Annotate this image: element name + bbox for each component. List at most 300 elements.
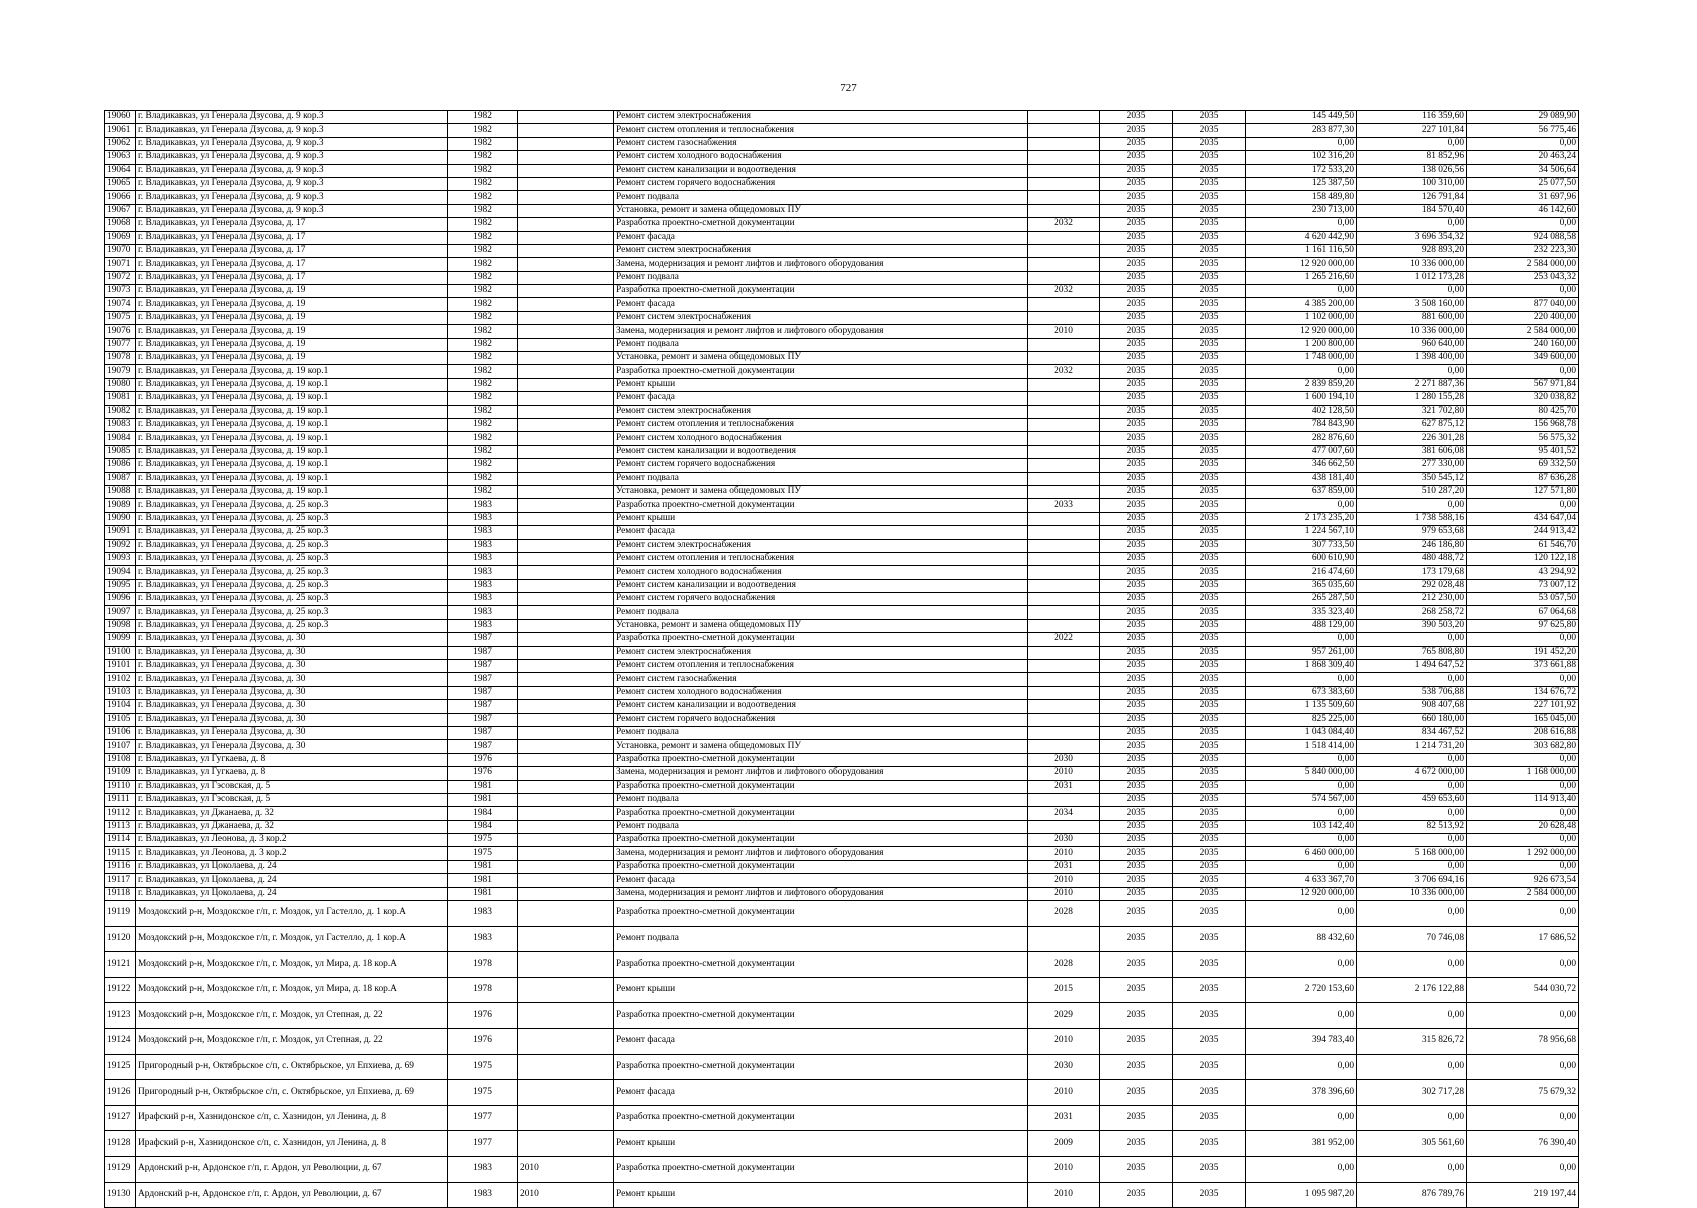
plan-year-end: 2035 [1173, 619, 1246, 632]
total-cost: 307 733,50 [1246, 539, 1357, 552]
plan-year-start: 2035 [1100, 579, 1173, 592]
build-year: 1983 [448, 512, 518, 525]
plan-year-end: 2035 [1173, 847, 1246, 860]
total-cost: 0,00 [1246, 1054, 1357, 1080]
table-row [105, 740, 1579, 753]
last-repair-year [1028, 646, 1100, 659]
last-repair-year: 2028 [1028, 952, 1100, 978]
fund-cost: 315 826,72 [1357, 1029, 1467, 1055]
extra-year [518, 1131, 614, 1157]
address: г. Владикавказ, ул Генерала Дзусова, д. 19 кор.1 [136, 405, 448, 418]
fund-cost: 765 808,80 [1357, 646, 1467, 659]
plan-year-end: 2035 [1173, 753, 1246, 766]
table-row [105, 111, 1579, 124]
fund-cost: 459 653,60 [1357, 793, 1467, 806]
build-year: 1982 [448, 418, 518, 431]
total-cost: 12 920 000,00 [1246, 258, 1357, 271]
total-cost: 158 489,80 [1246, 191, 1357, 204]
plan-year-end: 2035 [1173, 566, 1246, 579]
owner-cost: 219 197,44 [1467, 1182, 1579, 1208]
build-year: 1982 [448, 231, 518, 244]
extra-year [518, 926, 614, 952]
total-cost: 0,00 [1246, 633, 1357, 646]
plan-year-end: 2035 [1173, 700, 1246, 713]
extra-year [518, 418, 614, 431]
table-row [105, 633, 1579, 646]
extra-year [518, 847, 614, 860]
last-repair-year [1028, 137, 1100, 150]
row-number: 19113 [105, 820, 136, 833]
row-number: 19126 [105, 1080, 136, 1106]
extra-year: 2010 [518, 1182, 614, 1208]
address: г. Владикавказ, ул Генерала Дзусова, д. 19 кор.1 [136, 378, 448, 391]
row-number: 19063 [105, 151, 136, 164]
plan-year-start: 2035 [1100, 1003, 1173, 1029]
owner-cost: 95 401,52 [1467, 445, 1579, 458]
row-number: 19125 [105, 1054, 136, 1080]
address: г. Владикавказ, ул Генерала Дзусова, д. 19 кор.1 [136, 365, 448, 378]
owner-cost: 29 089,90 [1467, 111, 1579, 124]
table-row [105, 1029, 1579, 1055]
fund-cost: 0,00 [1357, 218, 1467, 231]
fund-cost: 116 359,60 [1357, 111, 1467, 124]
last-repair-year [1028, 124, 1100, 137]
fund-cost: 510 287,20 [1357, 485, 1467, 498]
row-number: 19081 [105, 392, 136, 405]
build-year: 1981 [448, 860, 518, 873]
table-row [105, 512, 1579, 525]
plan-year-end: 2035 [1173, 177, 1246, 190]
owner-cost: 0,00 [1467, 137, 1579, 150]
last-repair-year [1028, 151, 1100, 164]
fund-cost: 100 310,00 [1357, 177, 1467, 190]
owner-cost: 0,00 [1467, 753, 1579, 766]
row-number: 19076 [105, 325, 136, 338]
total-cost: 0,00 [1246, 1003, 1357, 1029]
extra-year [518, 485, 614, 498]
fund-cost: 0,00 [1357, 952, 1467, 978]
fund-cost: 1 398 400,00 [1357, 352, 1467, 365]
table-row [105, 485, 1579, 498]
fund-cost: 126 791,84 [1357, 191, 1467, 204]
last-repair-year: 2010 [1028, 1182, 1100, 1208]
owner-cost: 20 463,24 [1467, 151, 1579, 164]
address: г. Владикавказ, ул Генерала Дзусова, д. 30 [136, 700, 448, 713]
extra-year [518, 874, 614, 887]
plan-year-start: 2035 [1100, 887, 1173, 900]
plan-year-end: 2035 [1173, 952, 1246, 978]
plan-year-end: 2035 [1173, 271, 1246, 284]
plan-year-start: 2035 [1100, 231, 1173, 244]
work-type: Ремонт крыши [614, 378, 1028, 391]
address: г. Владикавказ, ул Генерала Дзусова, д. 9 кор.3 [136, 204, 448, 217]
table-row [105, 566, 1579, 579]
total-cost: 4 620 442,90 [1246, 231, 1357, 244]
fund-cost: 390 503,20 [1357, 619, 1467, 632]
owner-cost: 1 292 000,00 [1467, 847, 1579, 860]
last-repair-year [1028, 619, 1100, 632]
extra-year [518, 244, 614, 257]
table-row [105, 606, 1579, 619]
plan-year-start: 2035 [1100, 1080, 1173, 1106]
extra-year [518, 780, 614, 793]
last-repair-year [1028, 606, 1100, 619]
build-year: 1987 [448, 726, 518, 739]
table-row [105, 218, 1579, 231]
fund-cost: 0,00 [1357, 807, 1467, 820]
plan-year-start: 2035 [1100, 952, 1173, 978]
owner-cost: 127 571,80 [1467, 485, 1579, 498]
last-repair-year: 2030 [1028, 1054, 1100, 1080]
address: г. Владикавказ, ул Генерала Дзусова, д. 19 [136, 311, 448, 324]
extra-year [518, 204, 614, 217]
owner-cost: 544 030,72 [1467, 977, 1579, 1003]
total-cost: 0,00 [1246, 499, 1357, 512]
plan-year-start: 2035 [1100, 1105, 1173, 1131]
plan-year-end: 2035 [1173, 445, 1246, 458]
address: г. Владикавказ, ул Генерала Дзусова, д. 30 [136, 660, 448, 673]
extra-year [518, 901, 614, 927]
total-cost: 0,00 [1246, 807, 1357, 820]
plan-year-end: 2035 [1173, 1156, 1246, 1182]
plan-year-end: 2035 [1173, 740, 1246, 753]
fund-cost: 0,00 [1357, 834, 1467, 847]
total-cost: 4 633 367,70 [1246, 874, 1357, 887]
last-repair-year [1028, 552, 1100, 565]
last-repair-year [1028, 191, 1100, 204]
plan-year-start: 2035 [1100, 244, 1173, 257]
fund-cost: 227 101,84 [1357, 124, 1467, 137]
row-number: 19097 [105, 606, 136, 619]
work-type: Ремонт систем горячего водоснабжения [614, 713, 1028, 726]
total-cost: 230 713,00 [1246, 204, 1357, 217]
work-type: Разработка проектно-сметной документации [614, 499, 1028, 512]
address: Моздокский р-н, Моздокское г/п, г. Моздок, ул Гастелло, д. 1 кор.А [136, 901, 448, 927]
plan-year-start: 2035 [1100, 111, 1173, 124]
total-cost: 402 128,50 [1246, 405, 1357, 418]
plan-year-start: 2035 [1100, 807, 1173, 820]
owner-cost: 0,00 [1467, 952, 1579, 978]
owner-cost: 320 038,82 [1467, 392, 1579, 405]
plan-year-end: 2035 [1173, 472, 1246, 485]
extra-year [518, 298, 614, 311]
owner-cost: 2 584 000,00 [1467, 258, 1579, 271]
plan-year-end: 2035 [1173, 137, 1246, 150]
fund-cost: 302 717,28 [1357, 1080, 1467, 1106]
fund-cost: 2 176 122,88 [1357, 977, 1467, 1003]
row-number: 19065 [105, 177, 136, 190]
owner-cost: 1 168 000,00 [1467, 767, 1579, 780]
plan-year-start: 2035 [1100, 619, 1173, 632]
fund-cost: 5 168 000,00 [1357, 847, 1467, 860]
total-cost: 957 261,00 [1246, 646, 1357, 659]
plan-year-end: 2035 [1173, 512, 1246, 525]
fund-cost: 0,00 [1357, 1105, 1467, 1131]
build-year: 1975 [448, 847, 518, 860]
table-row [105, 926, 1579, 952]
capital-repair-table [104, 110, 1579, 1208]
table-row [105, 700, 1579, 713]
plan-year-start: 2035 [1100, 847, 1173, 860]
build-year: 1983 [448, 499, 518, 512]
plan-year-end: 2035 [1173, 887, 1246, 900]
total-cost: 283 877,30 [1246, 124, 1357, 137]
address: г. Владикавказ, ул Генерала Дзусова, д. 25 кор.3 [136, 606, 448, 619]
total-cost: 1 518 414,00 [1246, 740, 1357, 753]
row-number: 19069 [105, 231, 136, 244]
address: г. Владикавказ, ул Гугкаева, д. 8 [136, 753, 448, 766]
work-type: Замена, модернизация и ремонт лифтов и лифтового оборудования [614, 325, 1028, 338]
extra-year [518, 552, 614, 565]
address: г. Владикавказ, ул Генерала Дзусова, д. 19 кор.1 [136, 459, 448, 472]
fund-cost: 3 508 160,00 [1357, 298, 1467, 311]
row-number: 19101 [105, 660, 136, 673]
table-row [105, 499, 1579, 512]
extra-year [518, 325, 614, 338]
extra-year [518, 137, 614, 150]
work-type: Ремонт систем холодного водоснабжения [614, 432, 1028, 445]
total-cost: 4 385 200,00 [1246, 298, 1357, 311]
table-row [105, 325, 1579, 338]
owner-cost: 877 040,00 [1467, 298, 1579, 311]
fund-cost: 0,00 [1357, 365, 1467, 378]
row-number: 19094 [105, 566, 136, 579]
fund-cost: 0,00 [1357, 1054, 1467, 1080]
work-type: Ремонт систем отопления и теплоснабжения [614, 552, 1028, 565]
address: г. Владикавказ, ул Генерала Дзусова, д. 9 кор.3 [136, 191, 448, 204]
row-number: 19078 [105, 352, 136, 365]
address: г. Владикавказ, ул Генерала Дзусова, д. 9 кор.3 [136, 137, 448, 150]
build-year: 1987 [448, 700, 518, 713]
row-number: 19095 [105, 579, 136, 592]
total-cost: 0,00 [1246, 365, 1357, 378]
work-type: Ремонт фасада [614, 231, 1028, 244]
plan-year-start: 2035 [1100, 566, 1173, 579]
fund-cost: 4 672 000,00 [1357, 767, 1467, 780]
table-row [105, 124, 1579, 137]
fund-cost: 960 640,00 [1357, 338, 1467, 351]
work-type: Ремонт систем холодного водоснабжения [614, 566, 1028, 579]
build-year: 1983 [448, 526, 518, 539]
owner-cost: 69 332,50 [1467, 459, 1579, 472]
row-number: 19086 [105, 459, 136, 472]
extra-year [518, 606, 614, 619]
address: г. Владикавказ, ул Леонова, д. 3 кор.2 [136, 834, 448, 847]
last-repair-year [1028, 311, 1100, 324]
last-repair-year: 2010 [1028, 767, 1100, 780]
build-year: 1982 [448, 392, 518, 405]
plan-year-end: 2035 [1173, 258, 1246, 271]
address: г. Владикавказ, ул Генерала Дзусова, д. 9 кор.3 [136, 164, 448, 177]
table-row [105, 432, 1579, 445]
row-number: 19071 [105, 258, 136, 271]
fund-cost: 305 561,60 [1357, 1131, 1467, 1157]
plan-year-start: 2035 [1100, 338, 1173, 351]
work-type: Ремонт фасада [614, 392, 1028, 405]
row-number: 19090 [105, 512, 136, 525]
extra-year [518, 472, 614, 485]
plan-year-start: 2035 [1100, 378, 1173, 391]
total-cost: 5 840 000,00 [1246, 767, 1357, 780]
row-number: 19096 [105, 593, 136, 606]
plan-year-end: 2035 [1173, 874, 1246, 887]
extra-year [518, 526, 614, 539]
build-year: 1982 [448, 271, 518, 284]
address: г. Владикавказ, ул Генерала Дзусова, д. 17 [136, 231, 448, 244]
table-row [105, 780, 1579, 793]
work-type: Разработка проектно-сметной документации [614, 1105, 1028, 1131]
address: г. Владикавказ, ул Генерала Дзусова, д. 25 кор.3 [136, 499, 448, 512]
plan-year-end: 2035 [1173, 713, 1246, 726]
build-year: 1982 [448, 151, 518, 164]
owner-cost: 0,00 [1467, 285, 1579, 298]
table-row [105, 258, 1579, 271]
work-type: Замена, модернизация и ремонт лифтов и лифтового оборудования [614, 847, 1028, 860]
table-row [105, 686, 1579, 699]
row-number: 19092 [105, 539, 136, 552]
build-year: 1983 [448, 1156, 518, 1182]
row-number: 19062 [105, 137, 136, 150]
fund-cost: 3 696 354,32 [1357, 231, 1467, 244]
build-year: 1987 [448, 686, 518, 699]
owner-cost: 156 968,78 [1467, 418, 1579, 431]
plan-year-start: 2035 [1100, 512, 1173, 525]
work-type: Ремонт подвала [614, 472, 1028, 485]
owner-cost: 0,00 [1467, 365, 1579, 378]
owner-cost: 924 088,58 [1467, 231, 1579, 244]
last-repair-year [1028, 726, 1100, 739]
plan-year-start: 2035 [1100, 164, 1173, 177]
row-number: 19111 [105, 793, 136, 806]
row-number: 19130 [105, 1182, 136, 1208]
plan-year-end: 2035 [1173, 780, 1246, 793]
build-year: 1987 [448, 713, 518, 726]
work-type: Установка, ремонт и замена общедомовых ПУ [614, 204, 1028, 217]
build-year: 1982 [448, 191, 518, 204]
extra-year [518, 191, 614, 204]
table-row [105, 1054, 1579, 1080]
owner-cost: 165 045,00 [1467, 713, 1579, 726]
fund-cost: 173 179,68 [1357, 566, 1467, 579]
plan-year-start: 2035 [1100, 526, 1173, 539]
total-cost: 394 783,40 [1246, 1029, 1357, 1055]
owner-cost: 373 661,88 [1467, 660, 1579, 673]
plan-year-start: 2035 [1100, 606, 1173, 619]
owner-cost: 0,00 [1467, 901, 1579, 927]
extra-year [518, 700, 614, 713]
plan-year-end: 2035 [1173, 726, 1246, 739]
table-row [105, 874, 1579, 887]
work-type: Ремонт подвала [614, 726, 1028, 739]
last-repair-year [1028, 673, 1100, 686]
extra-year [518, 311, 614, 324]
plan-year-end: 2035 [1173, 646, 1246, 659]
plan-year-end: 2035 [1173, 660, 1246, 673]
build-year: 1982 [448, 338, 518, 351]
row-number: 19108 [105, 753, 136, 766]
last-repair-year: 2010 [1028, 887, 1100, 900]
owner-cost: 227 101,92 [1467, 700, 1579, 713]
plan-year-end: 2035 [1173, 1054, 1246, 1080]
row-number: 19110 [105, 780, 136, 793]
plan-year-end: 2035 [1173, 606, 1246, 619]
plan-year-end: 2035 [1173, 593, 1246, 606]
last-repair-year: 2030 [1028, 834, 1100, 847]
plan-year-end: 2035 [1173, 1080, 1246, 1106]
last-repair-year [1028, 352, 1100, 365]
last-repair-year: 2034 [1028, 807, 1100, 820]
plan-year-start: 2035 [1100, 874, 1173, 887]
work-type: Ремонт систем электроснабжения [614, 244, 1028, 257]
total-cost: 12 920 000,00 [1246, 325, 1357, 338]
plan-year-end: 2035 [1173, 1131, 1246, 1157]
table-row [105, 952, 1579, 978]
plan-year-start: 2035 [1100, 820, 1173, 833]
plan-year-end: 2035 [1173, 793, 1246, 806]
build-year: 1987 [448, 673, 518, 686]
last-repair-year [1028, 271, 1100, 284]
table-row [105, 204, 1579, 217]
total-cost: 0,00 [1246, 753, 1357, 766]
owner-cost: 253 043,32 [1467, 271, 1579, 284]
total-cost: 0,00 [1246, 137, 1357, 150]
build-year: 1983 [448, 1182, 518, 1208]
last-repair-year [1028, 432, 1100, 445]
last-repair-year: 2015 [1028, 977, 1100, 1003]
row-number: 19075 [105, 311, 136, 324]
plan-year-end: 2035 [1173, 807, 1246, 820]
extra-year [518, 713, 614, 726]
total-cost: 1 095 987,20 [1246, 1182, 1357, 1208]
plan-year-start: 2035 [1100, 472, 1173, 485]
owner-cost: 73 007,12 [1467, 579, 1579, 592]
build-year: 1982 [448, 472, 518, 485]
table-row [105, 539, 1579, 552]
row-number: 19072 [105, 271, 136, 284]
row-number: 19061 [105, 124, 136, 137]
last-repair-year [1028, 820, 1100, 833]
address: г. Владикавказ, ул Гэсовская, д. 5 [136, 793, 448, 806]
extra-year [518, 539, 614, 552]
row-number: 19129 [105, 1156, 136, 1182]
table-row [105, 847, 1579, 860]
build-year: 1987 [448, 740, 518, 753]
work-type: Ремонт систем электроснабжения [614, 311, 1028, 324]
owner-cost: 25 077,50 [1467, 177, 1579, 190]
total-cost: 0,00 [1246, 860, 1357, 873]
fund-cost: 1 494 647,52 [1357, 660, 1467, 673]
extra-year [518, 271, 614, 284]
table-row [105, 977, 1579, 1003]
last-repair-year [1028, 579, 1100, 592]
row-number: 19106 [105, 726, 136, 739]
work-type: Ремонт фасада [614, 1029, 1028, 1055]
work-type: Ремонт систем холодного водоснабжения [614, 686, 1028, 699]
work-type: Ремонт крыши [614, 977, 1028, 1003]
address: г. Владикавказ, ул Генерала Дзусова, д. 19 кор.1 [136, 472, 448, 485]
fund-cost: 184 570,40 [1357, 204, 1467, 217]
table-row [105, 1182, 1579, 1208]
table-row [105, 820, 1579, 833]
last-repair-year: 2030 [1028, 753, 1100, 766]
work-type: Разработка проектно-сметной документации [614, 901, 1028, 927]
work-type: Ремонт систем горячего водоснабжения [614, 459, 1028, 472]
work-type: Разработка проектно-сметной документации [614, 834, 1028, 847]
owner-cost: 220 400,00 [1467, 311, 1579, 324]
address: г. Владикавказ, ул Генерала Дзусова, д. 30 [136, 740, 448, 753]
last-repair-year [1028, 244, 1100, 257]
owner-cost: 0,00 [1467, 1105, 1579, 1131]
